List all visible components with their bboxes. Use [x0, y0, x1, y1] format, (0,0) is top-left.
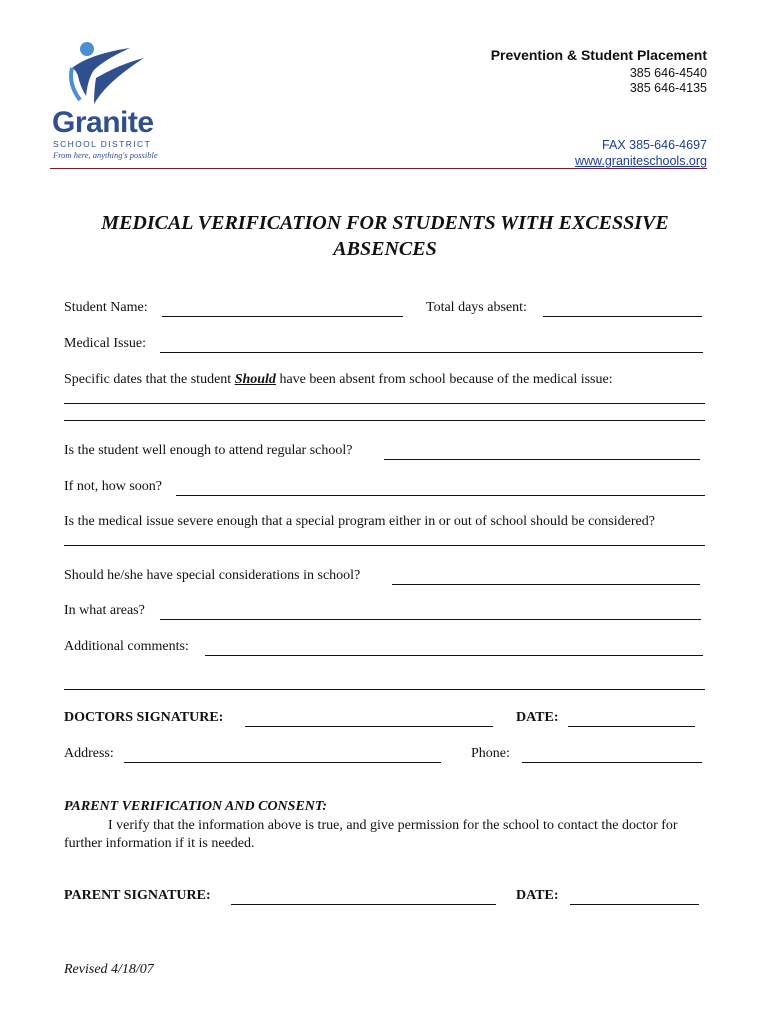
special-considerations-field[interactable]	[392, 584, 700, 585]
doctor-signature-label: DOCTORS SIGNATURE:	[64, 710, 224, 725]
total-days-field[interactable]	[543, 316, 702, 317]
phone-1: 385 646-4540	[629, 66, 707, 80]
parent-signature-label: PARENT SIGNATURE:	[64, 888, 211, 903]
parent-verification-line-1: I verify that the information above is true, and give permission for the school to contact the doctor	[108, 818, 658, 833]
student-name-label: Student Name:	[64, 300, 148, 315]
parent-date-label: DATE:	[516, 888, 559, 903]
phone-2: 385 646-4135	[629, 81, 707, 95]
specific-dates-field-1[interactable]	[64, 403, 705, 404]
doctor-date-field[interactable]	[568, 726, 695, 727]
parent-verification-text	[64, 817, 708, 853]
severe-issue-field[interactable]	[64, 545, 705, 546]
phone-label: Phone:	[471, 746, 510, 761]
parent-date-field[interactable]	[570, 904, 699, 905]
comments-field-2[interactable]	[64, 689, 705, 690]
comments-label: Additional comments:	[64, 639, 189, 654]
fax-number: FAX 385-646-4697	[602, 138, 707, 152]
specific-dates-pre: Specific dates that the student	[64, 372, 235, 387]
form-title-line-2: ABSENCES	[333, 238, 437, 260]
well-enough-label: Is the student well enough to attend regular school?	[64, 443, 353, 458]
areas-field[interactable]	[160, 619, 701, 620]
form-title-line-1: MEDICAL VERIFICATION FOR STUDENTS WITH EXCESSIVE	[101, 212, 669, 234]
parent-verification-line-2: for further information if it is needed.	[64, 818, 678, 851]
how-soon-label: If not, how soon?	[64, 479, 162, 494]
form-title	[60, 210, 710, 262]
department-title: Prevention & Student Placement	[490, 47, 707, 63]
logo-wordmark: Granite	[52, 106, 154, 139]
address-label: Address:	[64, 746, 114, 761]
specific-dates-emphasis: Should	[234, 372, 276, 387]
specific-dates-label	[64, 372, 613, 388]
logo-subtitle: SCHOOL DISTRICT	[53, 139, 152, 149]
special-considerations-label: Should he/she have special considerations in school?	[64, 568, 361, 583]
specific-dates-post: have been absent from school because of the medical issue:	[275, 372, 613, 387]
comments-field-1[interactable]	[205, 655, 703, 656]
doctor-signature-field[interactable]	[245, 726, 493, 727]
how-soon-field[interactable]	[176, 495, 705, 496]
medical-issue-field[interactable]	[160, 352, 703, 353]
specific-dates-field-2[interactable]	[64, 420, 705, 421]
address-field[interactable]	[124, 762, 441, 763]
revision-note: Revised 4/18/07	[64, 962, 154, 977]
parent-verification-heading: PARENT VERIFICATION AND CONSENT:	[64, 799, 328, 814]
parent-signature-field[interactable]	[231, 904, 496, 905]
phone-field[interactable]	[522, 762, 702, 763]
well-enough-field[interactable]	[384, 459, 700, 460]
severe-issue-label: Is the medical issue severe enough that a special program either in or out of school should be considered?	[64, 514, 655, 529]
header-divider	[50, 168, 707, 169]
areas-label: In what areas?	[64, 603, 145, 618]
website-link[interactable]: www.graniteschools.org	[574, 154, 707, 168]
doctor-date-label: DATE:	[516, 710, 559, 725]
logo-figure-icon	[50, 38, 170, 108]
total-days-label: Total days absent:	[426, 300, 527, 315]
medical-issue-label: Medical Issue:	[64, 336, 147, 351]
logo-tagline: From here, anything's possible	[53, 150, 158, 160]
student-name-field[interactable]	[162, 316, 403, 317]
